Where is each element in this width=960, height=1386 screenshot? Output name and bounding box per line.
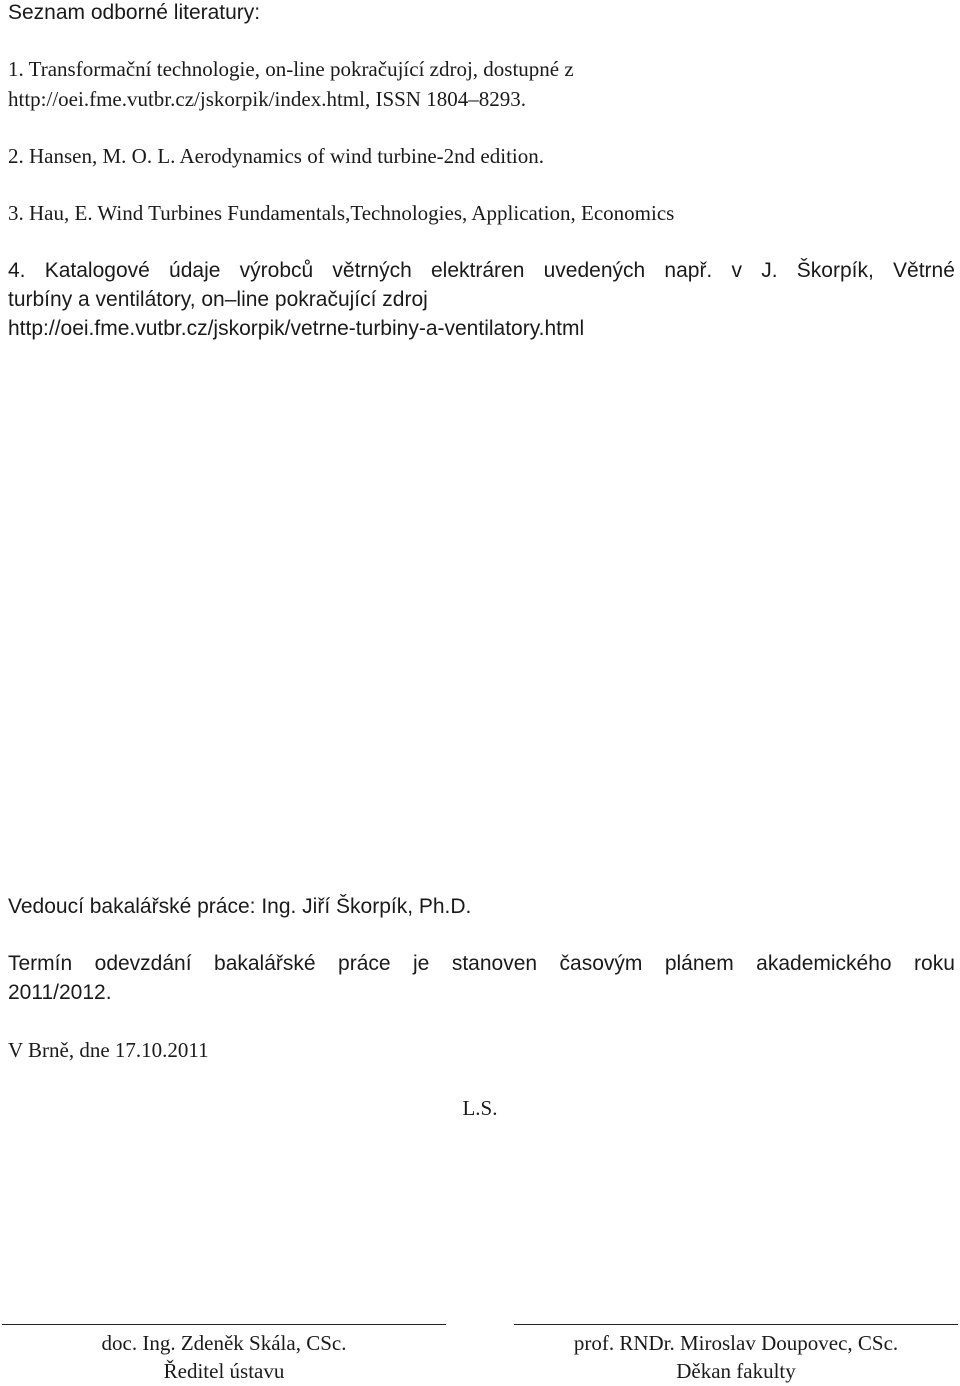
reference-1-line-1: 1. Transformační technologie, on-line pokračující zdroj, dostupné z xyxy=(8,57,574,81)
signature-line-right xyxy=(514,1324,958,1325)
place-date: V Brně, dne 17.10.2011 xyxy=(8,1038,209,1062)
word: Větrné xyxy=(893,259,955,282)
word: např. xyxy=(664,259,713,282)
signatory-left-name: doc. Ing. Zdeněk Skála, CSc. xyxy=(101,1331,347,1355)
signature-line-left xyxy=(2,1324,446,1325)
page-title: Seznam odborné literatury: xyxy=(8,1,261,24)
word: Katalogové xyxy=(44,259,150,282)
word: Termín xyxy=(8,952,73,975)
word: větrných xyxy=(332,259,412,282)
reference-1-line-2: http://oei.fme.vutbr.cz/jskorpik/index.html, ISSN 1804–8293. xyxy=(8,87,526,111)
word: elektráren xyxy=(431,259,525,282)
signatory-left-role: Ředitel ústavu xyxy=(163,1359,285,1383)
supervisor: Vedoucí bakalářské práce: Ing. Jiří Škorpík, Ph.D. xyxy=(8,895,472,918)
word: Škorpík, xyxy=(796,259,874,282)
word: uvedených xyxy=(543,259,646,282)
word: údaje xyxy=(169,259,221,282)
word: je xyxy=(413,952,430,975)
reference-4-line-1 xyxy=(8,258,955,284)
word: plánem xyxy=(664,952,734,975)
word: odevzdání xyxy=(94,952,192,975)
word: stanoven xyxy=(451,952,538,975)
seal-mark: L.S. xyxy=(462,1096,498,1120)
word: bakalářské xyxy=(214,952,316,975)
signatory-right-name: prof. RNDr. Miroslav Doupovec, CSc. xyxy=(573,1331,899,1355)
word: roku xyxy=(914,952,955,975)
word: výrobců xyxy=(239,259,314,282)
reference-2-line-1: 2. Hansen, M. O. L. Aerodynamics of wind turbine-2nd edition. xyxy=(8,144,544,168)
word: časovým xyxy=(559,952,643,975)
word: 4. xyxy=(8,259,26,282)
reference-3-line-1: 3. Hau, E. Wind Turbines Fundamentals,Technologies, Application, Economics xyxy=(8,201,675,225)
reference-4-line-2: turbíny a ventilátory, on–line pokračující zdroj xyxy=(8,288,428,311)
reference-4-line-3: http://oei.fme.vutbr.cz/jskorpik/vetrne-turbiny-a-ventilatory.html xyxy=(8,317,585,340)
word: J. xyxy=(761,259,778,282)
word: práce xyxy=(338,952,391,975)
word: v xyxy=(731,259,742,282)
word: akademického xyxy=(756,952,892,975)
signatory-right-role: Děkan fakulty xyxy=(676,1359,796,1383)
deadline-line-2: 2011/2012. xyxy=(8,981,112,1004)
deadline-line-1 xyxy=(8,951,955,977)
